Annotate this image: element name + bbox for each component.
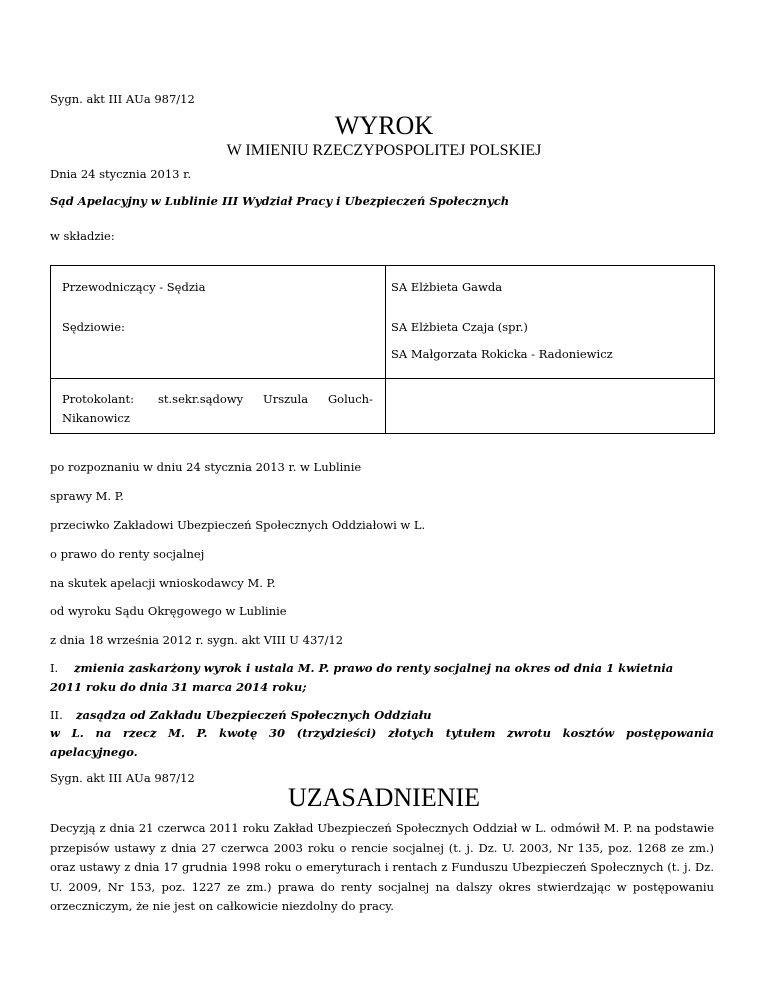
case-line: na skutek apelacji wnioskodawcy M. P. xyxy=(50,576,276,590)
judge-name: SA Małgorzata Rokicka - Radoniewicz xyxy=(391,347,613,361)
ruling-date: Dnia 24 stycznia 2013 r. xyxy=(50,167,192,181)
ruling-point-text: w L. na rzecz M. P. kwotę 30 (trzydzieści) złotych tytułem zwrotu kosztów postępowania xyxy=(50,726,714,740)
case-line: od wyroku Sądu Okręgowego w Lublinie xyxy=(50,604,287,618)
chair-name: SA Elżbieta Gawda xyxy=(391,280,503,294)
chair-role: Przewodniczący - Sędzia xyxy=(62,280,206,294)
case-line: przeciwko Zakładowi Ubezpieczeń Społecznych Oddziałowi w L. xyxy=(50,518,426,532)
justification-title: UZASADNIENIE xyxy=(287,783,481,812)
court-name: Sąd Apelacyjny w Lublinie III Wydział Pracy i Ubezpieczeń Społecznych xyxy=(50,194,510,208)
ruling-point-number: I. xyxy=(50,661,59,675)
judge-name: SA Elżbieta Czaja (spr.) xyxy=(391,320,528,334)
clerk-surname-cont: Nikanowicz xyxy=(62,411,130,425)
clerk-surname: Goluch- xyxy=(328,392,373,406)
ruling-point-text: zmienia zaskarżony wyrok i ustala M. P. prawo do renty socjalnej na okres od dnia 1 kwietnia xyxy=(74,661,674,675)
document-subtitle: W IMIENIU RZECZYPOSPOLITEJ POLSKIEJ xyxy=(226,142,542,159)
clerk-label: Protokolant: xyxy=(62,392,135,406)
case-line: sprawy M. P. xyxy=(50,489,124,503)
justification-paragraph: Decyzją z dnia 21 czerwca 2011 roku Zakład Ubezpieczeń Społecznych Oddział w L. odmówił M. P. na podstawie przepisów ustawy z dnia 27 czerwca 2003 roku o rencie socjalnej (t. j. Dz. U. 2003, Nr 135, poz. 1268 ze zm.) oraz ustawy z dnia 17 grudnia 1998 roku o emeryturach i rentach z Funduszu Ubezpieczeń Społecznych (t. j. Dz. U. 2009, Nr 153, poz. 1227 ze zm.) prawa do renty socjalnej na dalszy okres stwierdzając w postępowaniu orzeczniczym, że nie jest on całkowicie niezdolny do pracy. xyxy=(50,821,714,913)
table-divider xyxy=(385,265,386,434)
case-signature-top: Sygn. akt III AUa 987/12 xyxy=(50,92,195,106)
ruling-point-text: apelacyjnego. xyxy=(50,745,138,759)
document-title: WYROK xyxy=(334,111,434,140)
ruling-point-number: II. xyxy=(50,708,63,722)
case-signature: Sygn. akt III AUa 987/12 xyxy=(50,771,195,785)
case-line: z dnia 18 września 2012 r. sygn. akt VIII U 437/12 xyxy=(50,633,344,647)
composition-label: w składzie: xyxy=(50,229,115,243)
ruling-point-text: zasądza od Zakładu Ubezpieczeń Społecznych Oddziału xyxy=(76,708,432,722)
clerk-title: st.sekr.sądowy xyxy=(158,392,244,406)
ruling-point-text: 2011 roku do dnia 31 marca 2014 roku; xyxy=(50,680,307,694)
table-divider xyxy=(50,378,715,379)
case-line: o prawo do renty socjalnej xyxy=(50,547,205,561)
clerk-first-name: Urszula xyxy=(263,392,309,406)
case-line: po rozpoznaniu w dniu 24 stycznia 2013 r. w Lublinie xyxy=(50,460,362,474)
judges-role: Sędziowie: xyxy=(62,320,125,334)
